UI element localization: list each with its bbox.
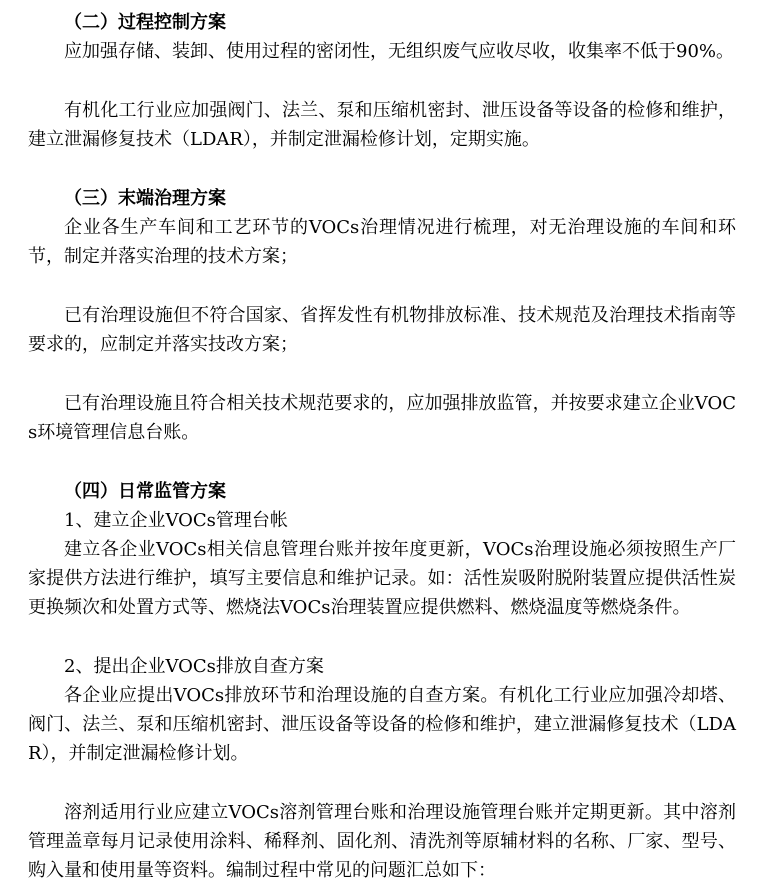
subitem-1-ledger-title: 1、建立企业VOCs管理台帐 [64,510,288,531]
paragraph-vocs-review: 企业各生产车间和工艺环节的VOCs治理情况进行梳理，对无治理设施的车间和环节，制定并落实治理的技术方案； [28,217,736,267]
paragraph-solvent-ledger: 溶剂适用行业应建立VOCs溶剂管理台账和治理设施管理台账并定期更新。其中溶剂管理盖章每月记录使用涂料、稀释剂、固化剂、清洗剂等原辅材料的名称、厂家、型号、购入量和使用量等资料。编制过程中常见的问题汇总如下： [28,802,736,881]
paragraph-noncompliant-facilities: 已有治理设施但不符合国家、省挥发性有机物排放标准、技术规范及治理技术指南等要求的，应制定并落实技改方案； [28,305,736,355]
paragraph-self-inspection-details: 各企业应提出VOCs排放环节和治理设施的自查方案。有机化工行业应加强冷却塔、阀门、法兰、泵和压缩机密封、泄压设备等设备的检修和维护，建立泄漏修复技术（LDAR），并制定泄漏检修计划。 [28,685,736,764]
paragraph-storage-sealing: 应加强存储、装卸、使用过程的密闭性，无组织废气应收尽收，收集率不低于90%。 [64,41,735,62]
heading-section-4-daily-supervision: （四）日常监管方案 [64,481,226,502]
paragraph-ledger-details: 建立各企业VOCs相关信息管理台账并按年度更新，VOCs治理设施必须按照生产厂家提供方法进行维护，填写主要信息和维护记录。如：活性炭吸附脱附装置应提供活性炭更换频次和处置方式等、燃烧法VOCs治理装置应提供燃料、燃烧温度等燃烧条件。 [28,539,736,618]
heading-section-2-process-control: （二）过程控制方案 [64,12,226,33]
paragraph-compliant-facilities: 已有治理设施且符合相关技术规范要求的，应加强排放监管，并按要求建立企业VOCs环境管理信息台账。 [28,393,736,443]
subitem-2-self-inspection-title: 2、提出企业VOCs排放自查方案 [64,656,324,677]
paragraph-ldar-maintenance: 有机化工行业应加强阀门、法兰、泵和压缩机密封、泄压设备等设备的检修和维护，建立泄漏修复技术（LDAR），并制定泄漏检修计划，定期实施。 [28,100,736,150]
heading-section-3-end-treatment: （三）末端治理方案 [64,188,226,209]
